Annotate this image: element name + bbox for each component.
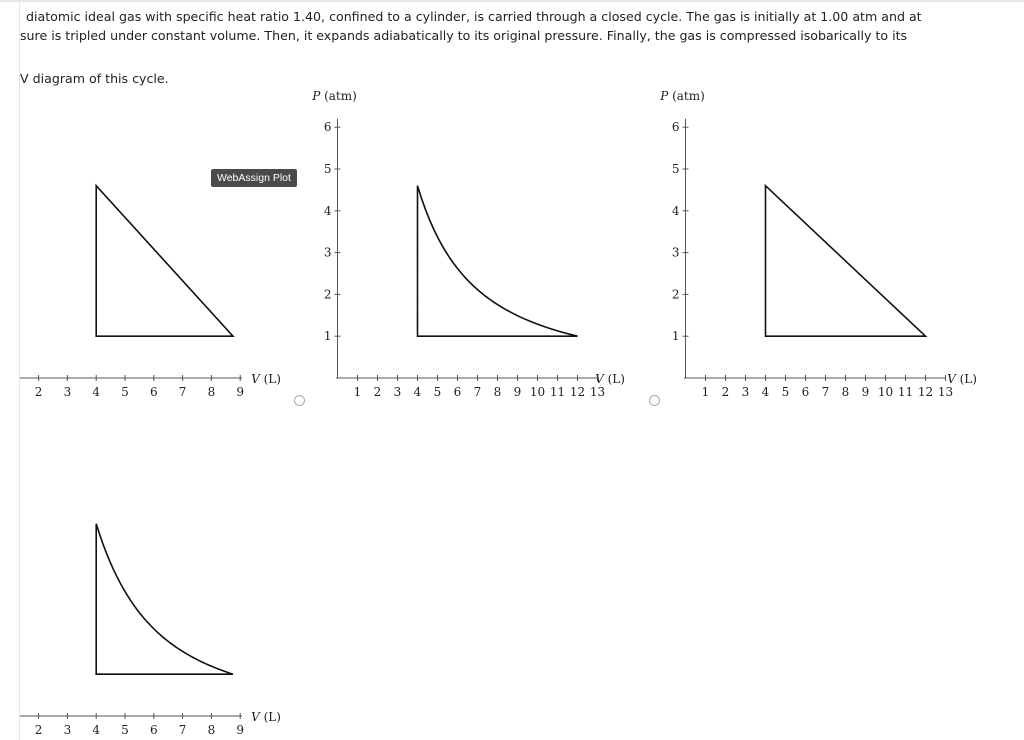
x-tick-label: 11 — [897, 385, 914, 399]
x-tick-label: 3 — [63, 385, 72, 399]
x-tick-label: 10 — [529, 385, 546, 399]
top-divider — [0, 0, 1024, 2]
x-tick-label: 6 — [149, 385, 158, 399]
x-tick-label: 2 — [373, 385, 382, 399]
x-tick-label: 3 — [741, 385, 750, 399]
x-axis-label: V (L) — [251, 710, 281, 724]
x-tick-label: 5 — [781, 385, 790, 399]
y-tick-label: 6 — [671, 120, 680, 135]
x-tick-label: 7 — [178, 385, 187, 399]
pv-cycle-path — [96, 186, 233, 336]
pv-plot-option-c — [652, 90, 992, 410]
x-tick-label: 7 — [178, 723, 187, 737]
y-tick-label: 5 — [323, 162, 332, 176]
answer-radio-option-c[interactable] — [649, 395, 660, 406]
question-text-line-1: diatomic ideal gas with specific heat ratio 1.40, confined to a cylinder, is carried through a closed cycle. The gas is initially at 1.00 atm and at — [26, 9, 922, 24]
x-tick-label: 12 — [917, 385, 934, 399]
x-axis-label: V (L) — [595, 372, 625, 386]
y-tick-label: 1 — [671, 329, 680, 344]
x-tick-label: 1 — [701, 385, 710, 399]
x-tick-label: 9 — [236, 723, 245, 737]
x-tick-label: 12 — [569, 385, 586, 399]
x-tick-label: 6 — [149, 723, 158, 737]
x-tick-label: 4 — [761, 385, 770, 399]
y-tick-label: 2 — [671, 287, 680, 302]
question-text-line-3: V diagram of this cycle. — [20, 71, 169, 86]
x-tick-label: 8 — [207, 723, 216, 737]
y-tick-label: 5 — [671, 162, 680, 176]
x-tick-label: 8 — [841, 385, 850, 399]
x-tick-label: 7 — [473, 385, 482, 399]
y-axis-label: P (atm) — [660, 88, 705, 103]
x-tick-label: 1 — [353, 385, 362, 399]
x-tick-label: 3 — [63, 723, 72, 737]
pv-plot-option-d — [20, 440, 310, 740]
y-tick-label: 4 — [323, 203, 332, 218]
y-tick-label: 4 — [671, 203, 680, 218]
x-axis-label: V (L) — [251, 372, 281, 386]
x-tick-label: 8 — [207, 385, 216, 399]
y-tick-label: 1 — [323, 329, 332, 344]
question-text-line-2: sure is tripled under constant volume. Then, it expands adiabatically to its original pressure. Finally, the gas is compressed isobarically to its — [20, 28, 908, 43]
x-tick-label: 2 — [34, 723, 43, 737]
x-axis-label: V (L) — [947, 372, 977, 386]
y-tick-label: 2 — [323, 287, 332, 302]
pv-cycle-path — [96, 524, 233, 674]
pv-cycle-path — [418, 186, 578, 336]
x-tick-label: 4 — [92, 723, 101, 737]
x-tick-label: 10 — [877, 385, 894, 399]
webassign-plot-tooltip: WebAssign Plot — [211, 169, 297, 187]
x-tick-label: 6 — [801, 385, 810, 399]
x-tick-label: 4 — [413, 385, 422, 399]
x-tick-label: 8 — [493, 385, 502, 399]
y-tick-label: 6 — [323, 120, 332, 135]
x-tick-label: 9 — [236, 385, 245, 399]
x-tick-label: 2 — [721, 385, 730, 399]
x-tick-label: 4 — [92, 385, 101, 399]
x-tick-label: 5 — [121, 723, 129, 737]
x-tick-label: 9 — [513, 385, 522, 399]
x-tick-label: 5 — [433, 385, 442, 399]
y-tick-label: 3 — [323, 245, 332, 260]
pv-plot-option-b — [300, 90, 630, 410]
pv-cycle-path — [766, 186, 926, 336]
y-axis-label: P (atm) — [312, 88, 357, 103]
x-tick-label: 5 — [121, 385, 129, 399]
x-tick-label: 7 — [821, 385, 830, 399]
y-tick-label: 3 — [671, 245, 680, 260]
pv-plot-option-a — [20, 90, 310, 490]
x-tick-label: 2 — [34, 385, 43, 399]
x-tick-label: 9 — [861, 385, 870, 399]
x-tick-label: 3 — [393, 385, 402, 399]
x-tick-label: 13 — [937, 385, 954, 399]
x-tick-label: 13 — [589, 385, 606, 399]
answer-radio-option-b[interactable] — [294, 395, 305, 406]
x-tick-label: 11 — [549, 385, 566, 399]
x-tick-label: 6 — [453, 385, 462, 399]
